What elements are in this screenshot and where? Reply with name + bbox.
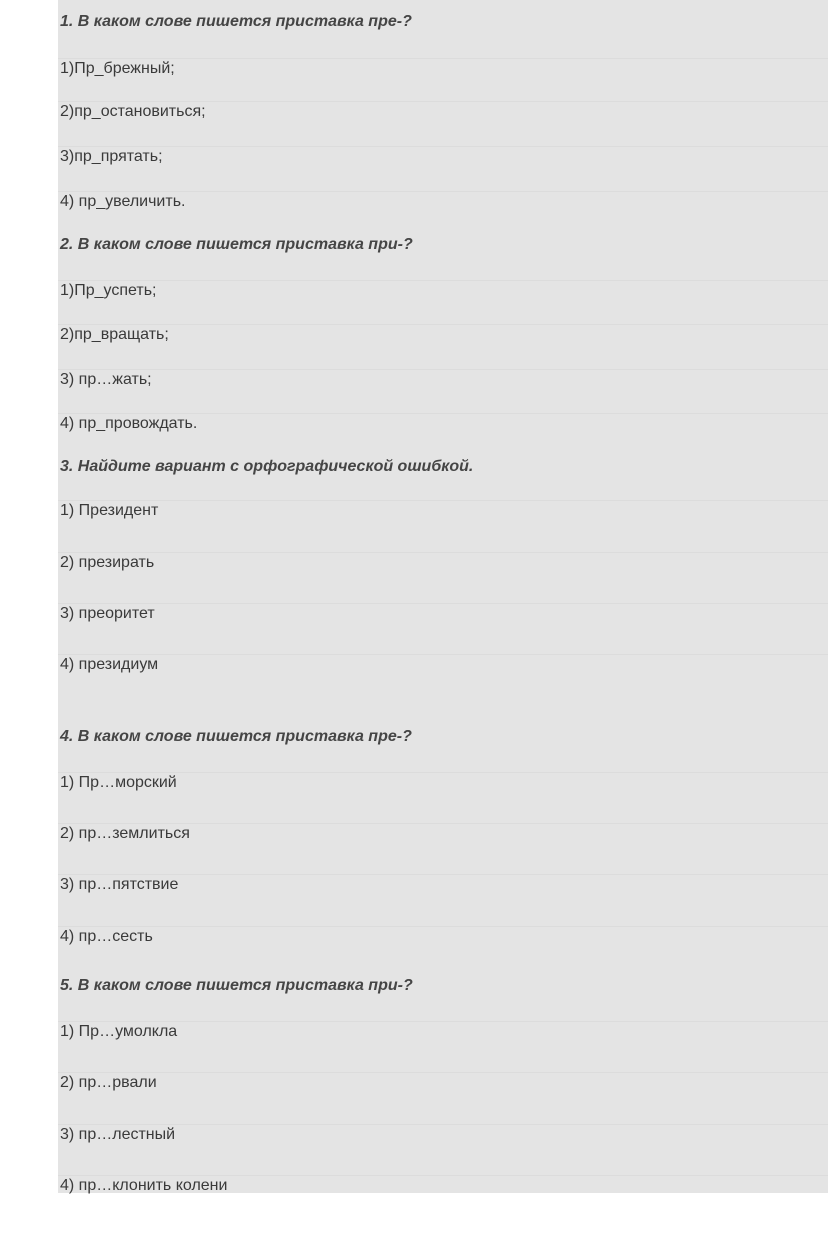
question-3-option-1: 1) Президент (58, 500, 828, 521)
question-5-option-4: 4) пр…клонить колени (58, 1175, 828, 1196)
question-3-title: 3. Найдите вариант с орфографической ошибкой. (60, 458, 474, 475)
question-1-option-2: 2)пр_остановиться; (58, 101, 828, 122)
question-4-option-3: 3) пр…пятствие (58, 874, 828, 895)
question-4-option-2: 2) пр…землиться (58, 823, 828, 844)
question-5-title: 5. В каком слове пишется приставка при-? (60, 977, 413, 994)
question-1-option-3: 3)пр_прятать; (58, 146, 828, 167)
question-2-option-4: 4) пр_провождать. (58, 413, 828, 434)
question-2-option-1: 1)Пр_успеть; (58, 280, 828, 301)
question-4-title: 4. В каком слове пишется приставка пре-? (60, 728, 412, 745)
question-5-option-2: 2) пр…рвали (58, 1072, 828, 1093)
question-5-option-3: 3) пр…лестный (58, 1124, 828, 1145)
question-3-option-4: 4) президиум (58, 654, 828, 675)
question-1-option-1: 1)Пр_брежный; (58, 58, 828, 79)
question-2-title: 2. В каком слове пишется приставка при-? (60, 236, 413, 253)
question-5-option-1: 1) Пр…умолкла (58, 1021, 828, 1042)
question-3-option-3: 3) преоритет (58, 603, 828, 624)
question-1-option-4: 4) пр_увеличить. (58, 191, 828, 212)
question-2-option-2: 2)пр_вращать; (58, 324, 828, 345)
question-3-option-2: 2) презирать (58, 552, 828, 573)
question-4-option-4: 4) пр…сесть (58, 926, 828, 947)
question-2-option-3: 3) пр…жать; (58, 369, 828, 390)
question-4-option-1: 1) Пр…морский (58, 772, 828, 793)
question-1-title: 1. В каком слове пишется приставка пре-? (60, 13, 412, 30)
quiz-panel (58, 0, 828, 1193)
